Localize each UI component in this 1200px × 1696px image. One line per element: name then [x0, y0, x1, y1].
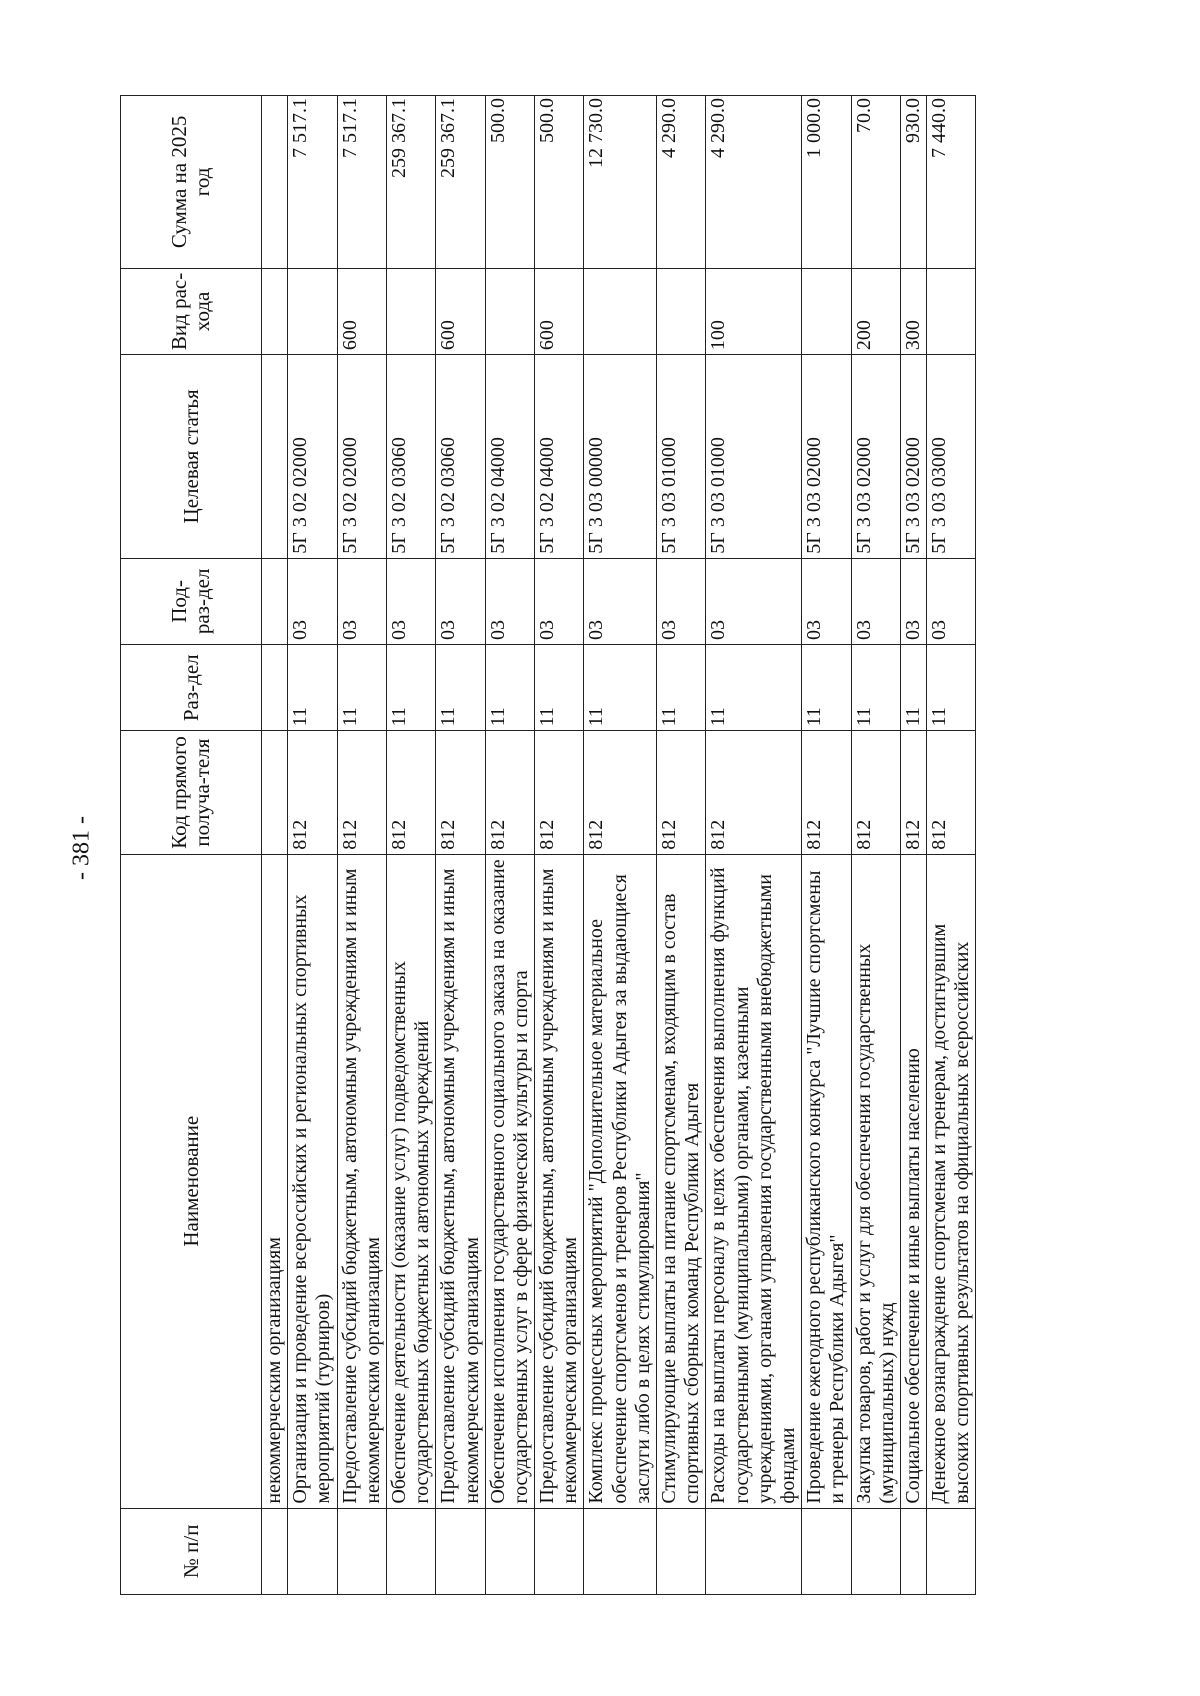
header-no: № п/п [121, 1508, 262, 1594]
cell-sum: 7 440.0 [927, 96, 976, 269]
cell-name: Денежное вознаграждение спортсменам и тренерам, достигнувшим высоких спортивных результатов на официальных всероссийских [927, 854, 976, 1508]
cell-target: 5Г 3 03 03000 [927, 355, 976, 559]
cell-sum: 1 000.0 [802, 96, 851, 269]
cell-name: Обеспечение деятельности (оказание услуг) подведомственных государственных бюджетных и автономных учреждений [386, 854, 435, 1508]
cell-recipient: 812 [535, 731, 584, 854]
cell-razdel: 11 [288, 645, 337, 731]
cell-podrazdel: 03 [337, 558, 386, 644]
cell-recipient: 812 [927, 731, 976, 854]
cell-recipient: 812 [802, 731, 851, 854]
cell-vid [485, 268, 534, 354]
cell-recipient: 812 [386, 731, 435, 854]
cell-vid [262, 268, 288, 354]
cell-razdel: 11 [900, 645, 926, 731]
cell-target: 5Г 3 02 04000 [535, 355, 584, 559]
table-row [485, 96, 534, 1595]
cell-no [436, 1508, 485, 1594]
table-row [535, 96, 584, 1595]
cell-no [802, 1508, 851, 1594]
cell-no [386, 1508, 435, 1594]
cell-no [485, 1508, 534, 1594]
cell-podrazdel: 03 [584, 558, 657, 644]
header-sum: Сумма на 2025 год [121, 96, 262, 269]
table-row [288, 96, 337, 1595]
cell-name: некоммерческим организациям [262, 854, 288, 1508]
cell-no [851, 1508, 900, 1594]
cell-name: Организация и проведение всероссийских и региональных спортивных мероприятий (турниров) [288, 854, 337, 1508]
cell-vid [288, 268, 337, 354]
budget-table [120, 95, 976, 1595]
cell-vid [386, 268, 435, 354]
cell-vid: 600 [337, 268, 386, 354]
cell-sum: 259 367.1 [386, 96, 435, 269]
cell-recipient: 812 [900, 731, 926, 854]
cell-name: Закупка товаров, работ и услуг для обеспечения государственных (муниципальных) нужд [851, 854, 900, 1508]
table-row [802, 96, 851, 1595]
cell-recipient: 812 [485, 731, 534, 854]
cell-no [288, 1508, 337, 1594]
cell-name: Расходы на выплаты персоналу в целях обеспечения выполнения функций государственными (муниципальными) органами, казенными учреждениями, органами управления государственными внебюджетными фондами [706, 854, 802, 1508]
rotated-table-container [120, 95, 1050, 1595]
cell-name: Проведение ежегодного республиканского конкурса "Лучшие спортсмены и тренеры Республики Адыгея" [802, 854, 851, 1508]
cell-no [900, 1508, 926, 1594]
cell-target: 5Г 3 02 04000 [485, 355, 534, 559]
cell-podrazdel [262, 558, 288, 644]
cell-target [262, 355, 288, 559]
cell-name: Социальное обеспечение и иные выплаты населению [900, 854, 926, 1508]
cell-sum: 259 367.1 [436, 96, 485, 269]
cell-razdel: 11 [436, 645, 485, 731]
cell-vid [927, 268, 976, 354]
cell-name: Предоставление субсидий бюджетным, автономным учреждениям и иным некоммерческим организациям [337, 854, 386, 1508]
cell-podrazdel: 03 [386, 558, 435, 644]
header-razdel: Раз-дел [121, 645, 262, 731]
cell-sum [262, 96, 288, 269]
cell-vid: 600 [436, 268, 485, 354]
cell-name: Комплекс процессных мероприятий "Дополнительное материальное обеспечение спортсменов и тренеров Республики Адыгея за выдающиеся заслуги либо в целях стимулирования" [584, 854, 657, 1508]
cell-sum: 500.0 [535, 96, 584, 269]
table-row [337, 96, 386, 1595]
cell-razdel: 11 [927, 645, 976, 731]
cell-recipient: 812 [288, 731, 337, 854]
cell-vid: 300 [900, 268, 926, 354]
cell-razdel [262, 645, 288, 731]
cell-razdel: 11 [657, 645, 706, 731]
cell-target: 5Г 3 02 02000 [288, 355, 337, 559]
cell-recipient: 812 [851, 731, 900, 854]
cell-podrazdel: 03 [802, 558, 851, 644]
cell-podrazdel: 03 [900, 558, 926, 644]
table-row [262, 96, 288, 1595]
cell-razdel: 11 [584, 645, 657, 731]
cell-no [657, 1508, 706, 1594]
cell-no [337, 1508, 386, 1594]
table-header-row [121, 96, 262, 1595]
header-recipient: Код прямого получа-теля [121, 731, 262, 854]
cell-no [262, 1508, 288, 1594]
page-number: - 381 - [68, 816, 95, 880]
cell-target: 5Г 3 03 02000 [851, 355, 900, 559]
table-row [436, 96, 485, 1595]
table-row [927, 96, 976, 1595]
cell-recipient: 812 [337, 731, 386, 854]
cell-vid [657, 268, 706, 354]
table-row [657, 96, 706, 1595]
cell-target: 5Г 3 03 02000 [900, 355, 926, 559]
cell-sum: 12 730.0 [584, 96, 657, 269]
cell-podrazdel: 03 [436, 558, 485, 644]
cell-sum: 930.0 [900, 96, 926, 269]
cell-sum: 4 290.0 [657, 96, 706, 269]
cell-no [535, 1508, 584, 1594]
cell-vid: 100 [706, 268, 802, 354]
cell-vid: 600 [535, 268, 584, 354]
table-row [706, 96, 802, 1595]
header-podrazdel: Под-раз-дел [121, 558, 262, 644]
cell-target: 5Г 3 02 02000 [337, 355, 386, 559]
cell-target: 5Г 3 03 01000 [657, 355, 706, 559]
cell-sum: 4 290.0 [706, 96, 802, 269]
cell-razdel: 11 [706, 645, 802, 731]
cell-vid: 200 [851, 268, 900, 354]
cell-vid [584, 268, 657, 354]
cell-podrazdel: 03 [657, 558, 706, 644]
cell-razdel: 11 [851, 645, 900, 731]
cell-recipient: 812 [584, 731, 657, 854]
cell-target: 5Г 3 03 00000 [584, 355, 657, 559]
cell-razdel: 11 [802, 645, 851, 731]
cell-podrazdel: 03 [927, 558, 976, 644]
cell-podrazdel: 03 [535, 558, 584, 644]
cell-target: 5Г 3 03 02000 [802, 355, 851, 559]
cell-target: 5Г 3 02 03060 [386, 355, 435, 559]
cell-razdel: 11 [337, 645, 386, 731]
cell-no [927, 1508, 976, 1594]
header-target: Целевая статья [121, 355, 262, 559]
cell-recipient: 812 [706, 731, 802, 854]
cell-target: 5Г 3 02 03060 [436, 355, 485, 559]
cell-sum: 70.0 [851, 96, 900, 269]
cell-sum: 7 517.1 [288, 96, 337, 269]
table-row [584, 96, 657, 1595]
cell-sum: 500.0 [485, 96, 534, 269]
cell-razdel: 11 [485, 645, 534, 731]
cell-razdel: 11 [386, 645, 435, 731]
cell-sum: 7 517.1 [337, 96, 386, 269]
table-row [851, 96, 900, 1595]
cell-podrazdel: 03 [288, 558, 337, 644]
cell-vid [802, 268, 851, 354]
cell-name: Предоставление субсидий бюджетным, автономным учреждениям и иным некоммерческим организациям [535, 854, 584, 1508]
table-row [900, 96, 926, 1595]
cell-recipient: 812 [436, 731, 485, 854]
cell-no [584, 1508, 657, 1594]
cell-no [706, 1508, 802, 1594]
cell-podrazdel: 03 [485, 558, 534, 644]
cell-target: 5Г 3 03 01000 [706, 355, 802, 559]
cell-podrazdel: 03 [706, 558, 802, 644]
header-name: Наименование [121, 854, 262, 1508]
cell-name: Обеспечение исполнения государственного социального заказа на оказание государственных услуг в сфере физической культуры и спорта [485, 854, 534, 1508]
cell-name: Предоставление субсидий бюджетным, автономным учреждениям и иным некоммерческим организациям [436, 854, 485, 1508]
cell-razdel: 11 [535, 645, 584, 731]
cell-podrazdel: 03 [851, 558, 900, 644]
cell-recipient: 812 [657, 731, 706, 854]
cell-recipient [262, 731, 288, 854]
header-vid: Вид рас-хода [121, 268, 262, 354]
cell-name: Стимулирующие выплаты на питание спортсменам, входящим в состав спортивных сборных команд Республики Адыгея [657, 854, 706, 1508]
table-row [386, 96, 435, 1595]
